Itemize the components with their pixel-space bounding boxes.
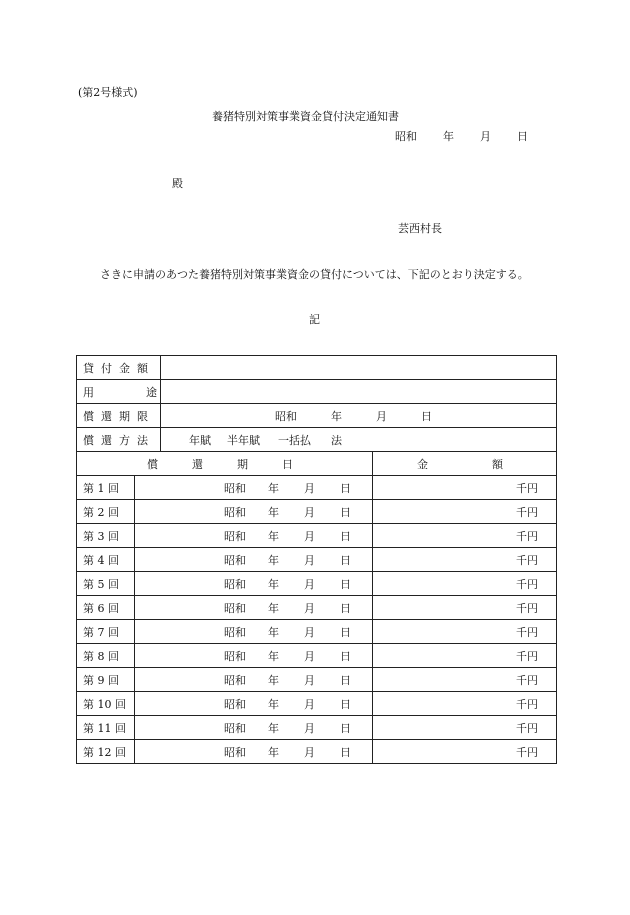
installment-era: 昭和 <box>224 529 246 543</box>
repayment-deadline-label: 償 還 期 限 <box>77 404 161 428</box>
installment-amount[interactable] <box>373 524 557 548</box>
amount-unit: 千円 <box>516 529 538 543</box>
installment-amount[interactable] <box>373 500 557 524</box>
purpose-row <box>77 380 557 404</box>
installment-month: 月 <box>304 577 315 591</box>
ki-mark: 記 <box>309 313 320 326</box>
installment-number: 第 7 回 <box>77 620 135 644</box>
installment-era: 昭和 <box>224 505 246 519</box>
schedule-row <box>77 668 557 692</box>
method-lump-sum: 一括払 <box>278 433 311 447</box>
installment-number: 第 10 回 <box>77 692 135 716</box>
date-month: 月 <box>480 130 491 143</box>
schedule-row <box>77 716 557 740</box>
installment-day: 日 <box>340 529 351 543</box>
schedule-row <box>77 596 557 620</box>
schedule-row <box>77 524 557 548</box>
purpose-value[interactable] <box>161 380 557 404</box>
schedule-row <box>77 692 557 716</box>
date-year: 年 <box>443 130 454 143</box>
form-number: (第2号様式) <box>78 86 138 99</box>
installment-number: 第 5 回 <box>77 572 135 596</box>
schedule-row <box>77 476 557 500</box>
installment-date[interactable] <box>135 500 373 524</box>
schedule-row <box>77 620 557 644</box>
installment-year: 年 <box>268 697 279 711</box>
installment-month: 月 <box>304 481 315 495</box>
installment-day: 日 <box>340 745 351 759</box>
installment-era: 昭和 <box>224 481 246 495</box>
loan-amount-row <box>77 356 557 380</box>
amount-unit: 千円 <box>516 649 538 663</box>
schedule-row <box>77 500 557 524</box>
installment-day: 日 <box>340 553 351 567</box>
installment-era: 昭和 <box>224 577 246 591</box>
installment-month: 月 <box>304 505 315 519</box>
installment-era: 昭和 <box>224 673 246 687</box>
installment-day: 日 <box>340 673 351 687</box>
installment-era: 昭和 <box>224 553 246 567</box>
purpose-label: 用 途 <box>77 380 161 404</box>
installment-amount[interactable] <box>373 620 557 644</box>
installment-number: 第 2 回 <box>77 500 135 524</box>
installment-era: 昭和 <box>224 721 246 735</box>
installment-month: 月 <box>304 553 315 567</box>
installment-month: 月 <box>304 529 315 543</box>
installment-year: 年 <box>268 601 279 615</box>
installment-year: 年 <box>268 481 279 495</box>
installment-day: 日 <box>340 625 351 639</box>
installment-month: 月 <box>304 673 315 687</box>
schedule-row <box>77 644 557 668</box>
installment-day: 日 <box>340 697 351 711</box>
installment-era: 昭和 <box>224 697 246 711</box>
installment-day: 日 <box>340 481 351 495</box>
loan-table <box>76 355 557 764</box>
repayment-method-options[interactable] <box>161 428 557 452</box>
installment-number: 第 4 回 <box>77 548 135 572</box>
installment-date[interactable] <box>135 668 373 692</box>
installment-amount[interactable] <box>373 548 557 572</box>
installment-day: 日 <box>340 601 351 615</box>
amount-unit: 千円 <box>516 721 538 735</box>
installment-number: 第 1 回 <box>77 476 135 500</box>
issuer-name: 芸西村長 <box>398 222 442 235</box>
installment-date[interactable] <box>135 716 373 740</box>
loan-amount-label: 貸 付 金 額 <box>77 356 161 380</box>
amount-unit: 千円 <box>516 697 538 711</box>
installment-month: 月 <box>304 625 315 639</box>
date-era: 昭和 <box>395 130 417 143</box>
installment-year: 年 <box>268 529 279 543</box>
issue-date <box>395 130 528 144</box>
schedule-row <box>77 548 557 572</box>
installment-amount[interactable] <box>373 716 557 740</box>
amount-unit: 千円 <box>516 745 538 759</box>
installment-amount[interactable] <box>373 476 557 500</box>
installment-month: 月 <box>304 649 315 663</box>
amount-unit: 千円 <box>516 601 538 615</box>
installment-date[interactable] <box>135 620 373 644</box>
installment-month: 月 <box>304 601 315 615</box>
installment-year: 年 <box>268 721 279 735</box>
installment-date[interactable] <box>135 548 373 572</box>
installment-date[interactable] <box>135 524 373 548</box>
loan-amount-value[interactable] <box>161 356 557 380</box>
method-annual: 年賦 <box>189 433 211 447</box>
addressee-suffix: 殿 <box>172 177 183 190</box>
repayment-deadline-row <box>77 404 557 428</box>
installment-month: 月 <box>304 697 315 711</box>
installment-era: 昭和 <box>224 745 246 759</box>
installment-number: 第 8 回 <box>77 644 135 668</box>
amount-unit: 千円 <box>516 505 538 519</box>
installment-year: 年 <box>268 649 279 663</box>
amount-unit: 千円 <box>516 481 538 495</box>
installment-year: 年 <box>268 745 279 759</box>
amount-unit: 千円 <box>516 625 538 639</box>
method-suffix: 法 <box>331 433 342 447</box>
schedule-date-header: 償 還 期 日 <box>77 452 373 476</box>
installment-year: 年 <box>268 673 279 687</box>
installment-amount[interactable] <box>373 668 557 692</box>
installment-month: 月 <box>304 721 315 735</box>
repayment-method-label: 償 還 方 法 <box>77 428 161 452</box>
installment-date[interactable] <box>135 692 373 716</box>
installment-amount[interactable] <box>373 740 557 764</box>
installment-day: 日 <box>340 505 351 519</box>
body-text: さきに申請のあつた養猪特別対策事業資金の貸付については、下記のとおり決定する。 <box>100 268 529 281</box>
installment-era: 昭和 <box>224 601 246 615</box>
installment-amount[interactable] <box>373 572 557 596</box>
installment-date[interactable] <box>135 644 373 668</box>
amount-unit: 千円 <box>516 673 538 687</box>
date-day: 日 <box>517 130 528 143</box>
installment-day: 日 <box>340 649 351 663</box>
schedule-row <box>77 572 557 596</box>
installment-date[interactable] <box>135 740 373 764</box>
installment-number: 第 12 回 <box>77 740 135 764</box>
installment-year: 年 <box>268 577 279 591</box>
installment-month: 月 <box>304 745 315 759</box>
installment-number: 第 6 回 <box>77 596 135 620</box>
installment-date[interactable] <box>135 476 373 500</box>
installment-year: 年 <box>268 553 279 567</box>
installment-amount[interactable] <box>373 644 557 668</box>
installment-year: 年 <box>268 625 279 639</box>
installment-number: 第 9 回 <box>77 668 135 692</box>
schedule-row <box>77 740 557 764</box>
schedule-header-row <box>77 452 557 476</box>
repayment-deadline-value[interactable]: 昭和 年 月 日 <box>161 404 557 428</box>
installment-year: 年 <box>268 505 279 519</box>
document-title: 養猪特別対策事業資金貸付決定通知書 <box>212 110 399 123</box>
installment-day: 日 <box>340 721 351 735</box>
installment-day: 日 <box>340 577 351 591</box>
amount-unit: 千円 <box>516 577 538 591</box>
installment-era: 昭和 <box>224 625 246 639</box>
schedule-amount-header: 金 額 <box>373 452 557 476</box>
installment-date[interactable] <box>135 572 373 596</box>
installment-amount[interactable] <box>373 692 557 716</box>
installment-date[interactable] <box>135 596 373 620</box>
installment-number: 第 11 回 <box>77 716 135 740</box>
installment-era: 昭和 <box>224 649 246 663</box>
amount-unit: 千円 <box>516 553 538 567</box>
schedule-body <box>77 476 557 764</box>
installment-number: 第 3 回 <box>77 524 135 548</box>
installment-amount[interactable] <box>373 596 557 620</box>
method-semiannual: 半年賦 <box>227 433 260 447</box>
repayment-method-row <box>77 428 557 452</box>
